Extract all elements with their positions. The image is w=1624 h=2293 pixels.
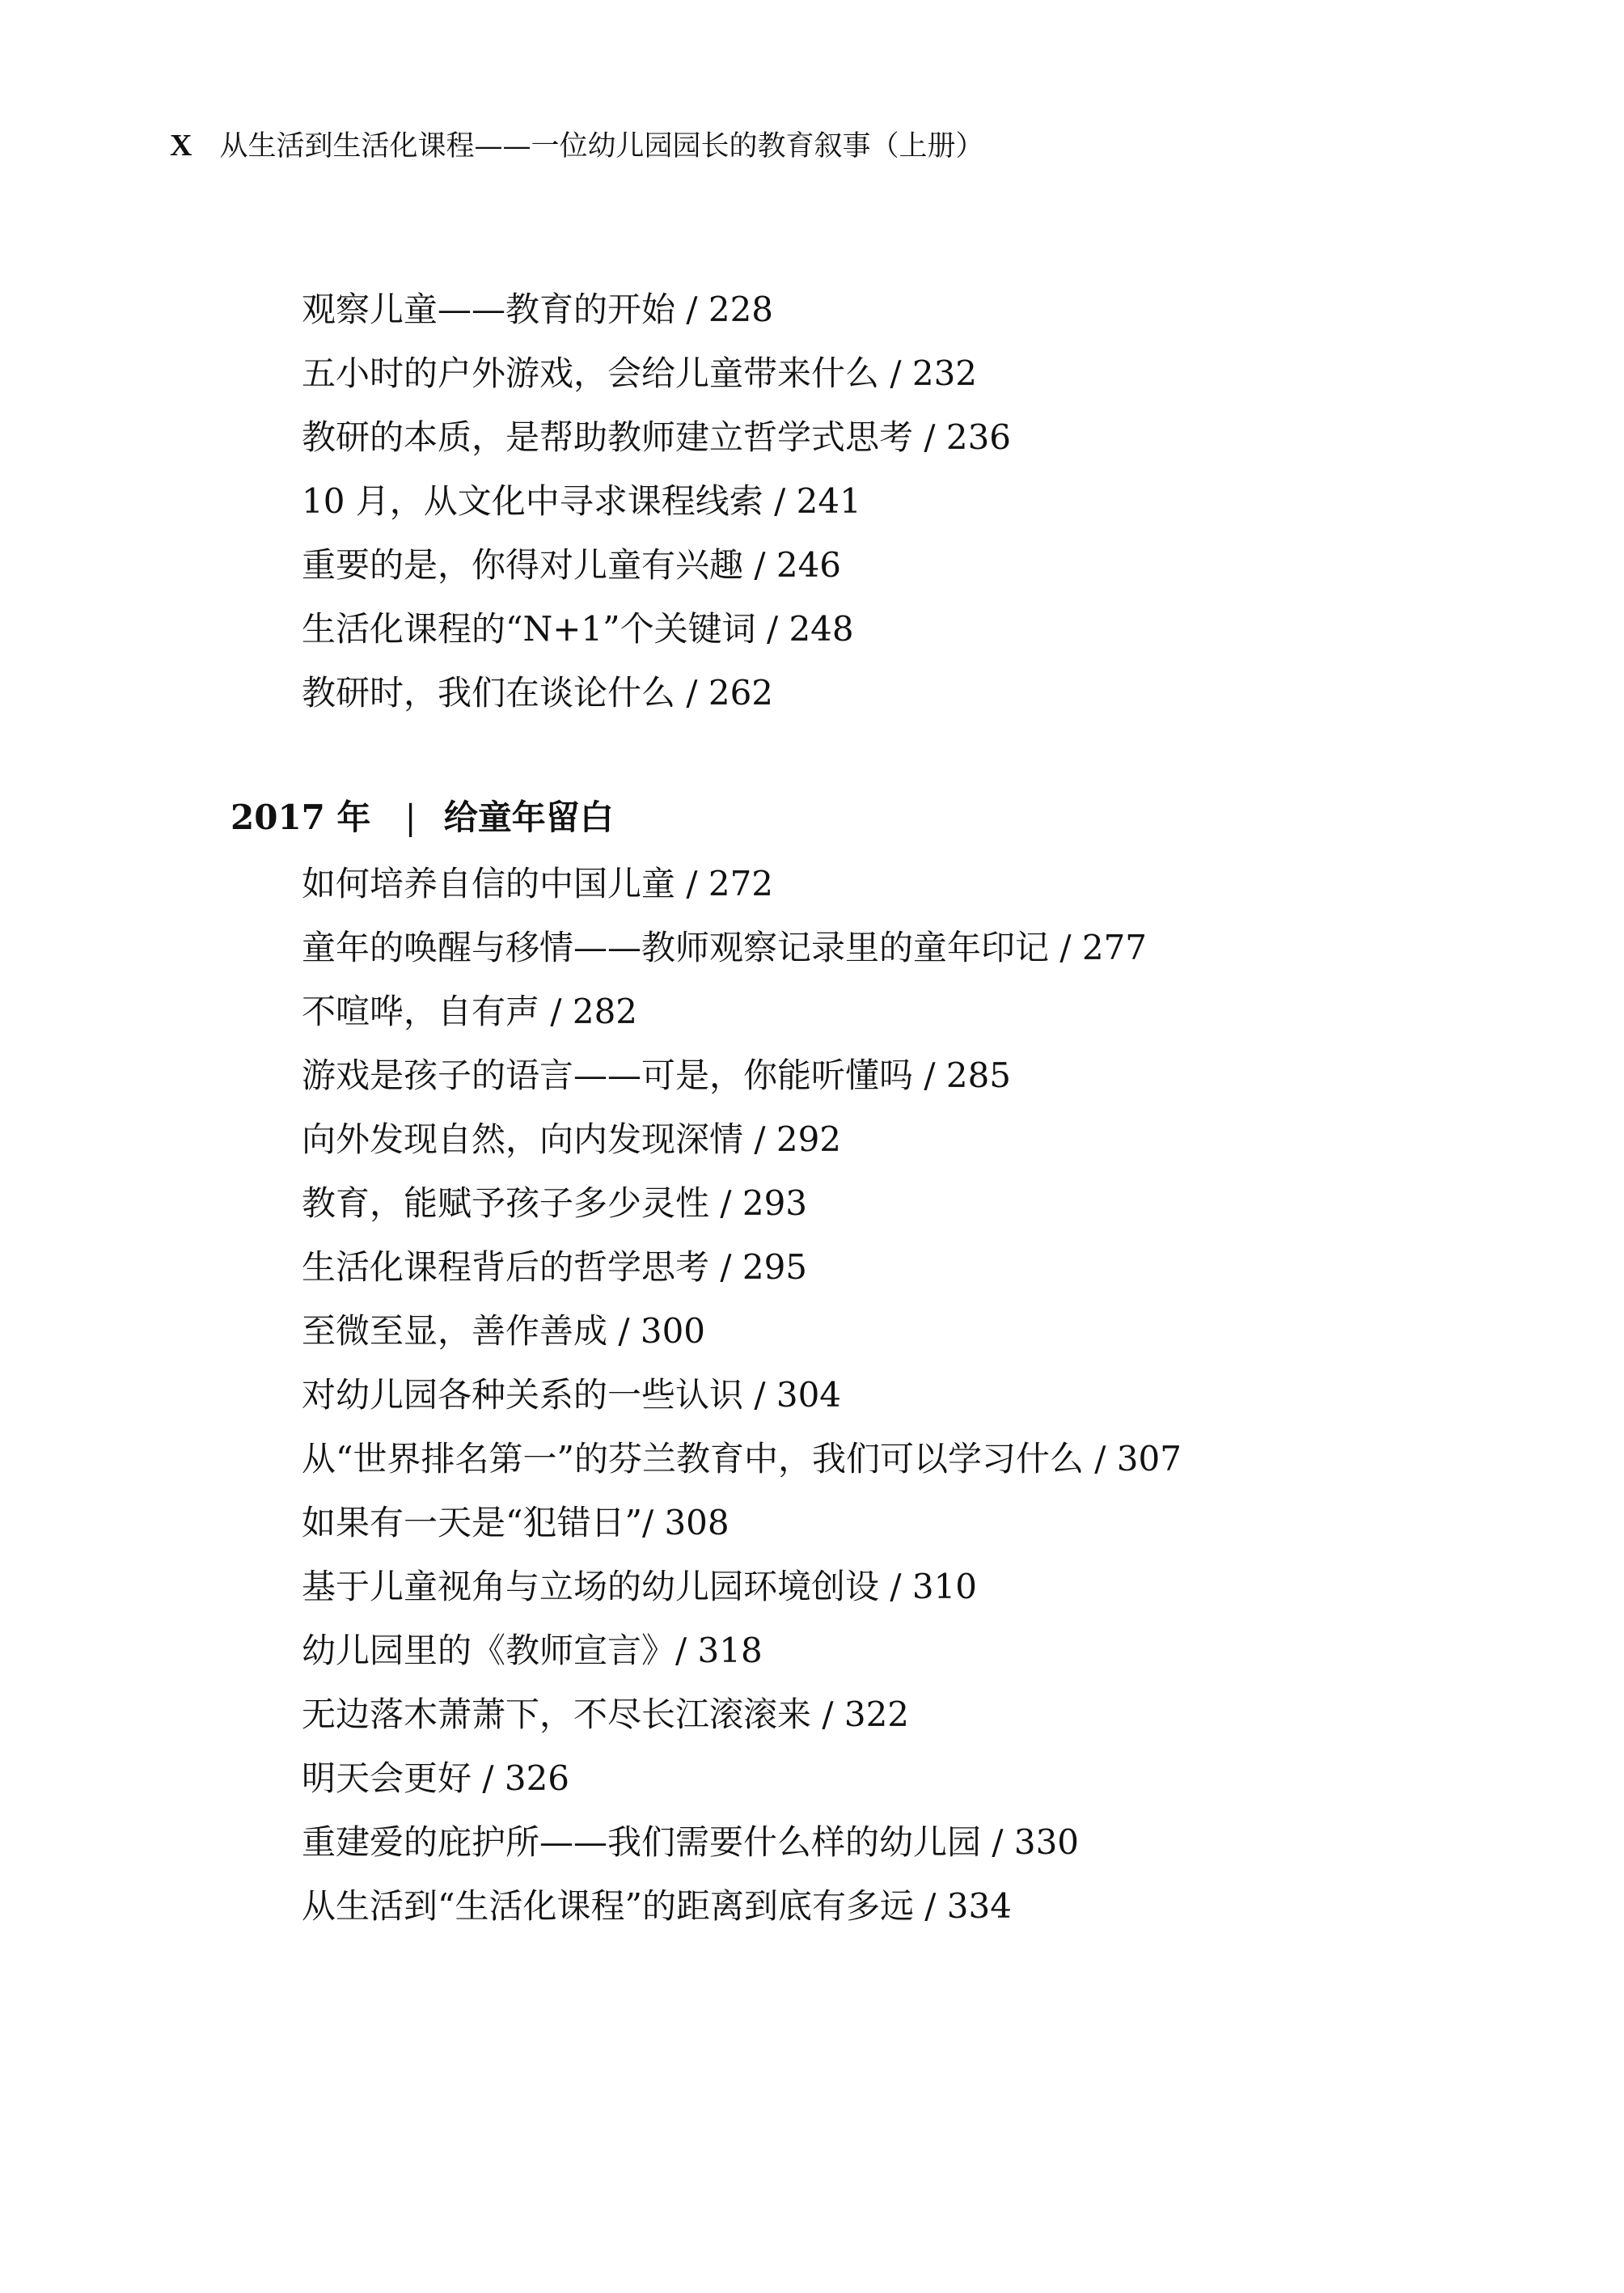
section-heading-2017 <box>230 797 614 837</box>
toc-entry: 如何培养自信的中国儿童 / 272 <box>302 864 774 903</box>
toc-entry: 重建爱的庇护所——我们需要什么样的幼儿园 / 330 <box>302 1822 1080 1862</box>
page-folio: X <box>170 129 192 163</box>
section-year: 2017 年 <box>230 797 371 837</box>
toc-entry: 教育，能赋予孩子多少灵性 / 293 <box>302 1183 808 1223</box>
toc-entry: 生活化课程的“N+1”个关键词 / 248 <box>302 609 854 649</box>
toc-entry: 基于儿童视角与立场的幼儿园环境创设 / 310 <box>302 1567 978 1606</box>
book-title: 从生活到生活化课程——一位幼儿园园长的教育叙事（上册） <box>219 130 984 163</box>
toc-entry: 游戏是孩子的语言——可是，你能听懂吗 / 285 <box>302 1056 1012 1095</box>
toc-entry: 对幼儿园各种关系的一些认识 / 304 <box>302 1375 842 1415</box>
toc-entry: 教研时，我们在谈论什么 / 262 <box>302 673 774 713</box>
toc-entry: 从“世界排名第一”的芬兰教育中，我们可以学习什么 / 307 <box>302 1439 1182 1479</box>
toc-entry: 至微至显，善作善成 / 300 <box>302 1311 706 1351</box>
toc-entry: 生活化课程背后的哲学思考 / 295 <box>302 1247 808 1287</box>
toc-entry: 幼儿园里的《教师宣言》/ 318 <box>302 1631 763 1670</box>
toc-entry: 教研的本质，是帮助教师建立哲学式思考 / 236 <box>302 417 1012 457</box>
toc-entry: 五小时的户外游戏，会给儿童带来什么 / 232 <box>302 353 978 393</box>
toc-entry: 童年的唤醒与移情——教师观察记录里的童年印记 / 277 <box>302 928 1148 967</box>
toc-entry: 无边落木萧萧下，不尽长江滚滚来 / 322 <box>302 1694 910 1734</box>
toc-entry: 如果有一天是“犯错日”/ 308 <box>302 1503 730 1542</box>
running-header <box>170 124 983 164</box>
section-separator: | <box>404 797 417 837</box>
toc-entry: 重要的是，你得对儿童有兴趣 / 246 <box>302 545 842 585</box>
toc-entry: 向外发现自然，向内发现深情 / 292 <box>302 1119 842 1159</box>
toc-entry: 10 月，从文化中寻求课程线索 / 241 <box>302 481 861 521</box>
toc-entry: 不喧哗，自有声 / 282 <box>302 992 638 1031</box>
section-title: 给童年留白 <box>443 797 614 837</box>
toc-entry: 明天会更好 / 326 <box>302 1758 570 1798</box>
toc-entry: 从生活到“生活化课程”的距离到底有多远 / 334 <box>302 1886 1012 1926</box>
toc-entry: 观察儿童——教育的开始 / 228 <box>302 290 774 329</box>
